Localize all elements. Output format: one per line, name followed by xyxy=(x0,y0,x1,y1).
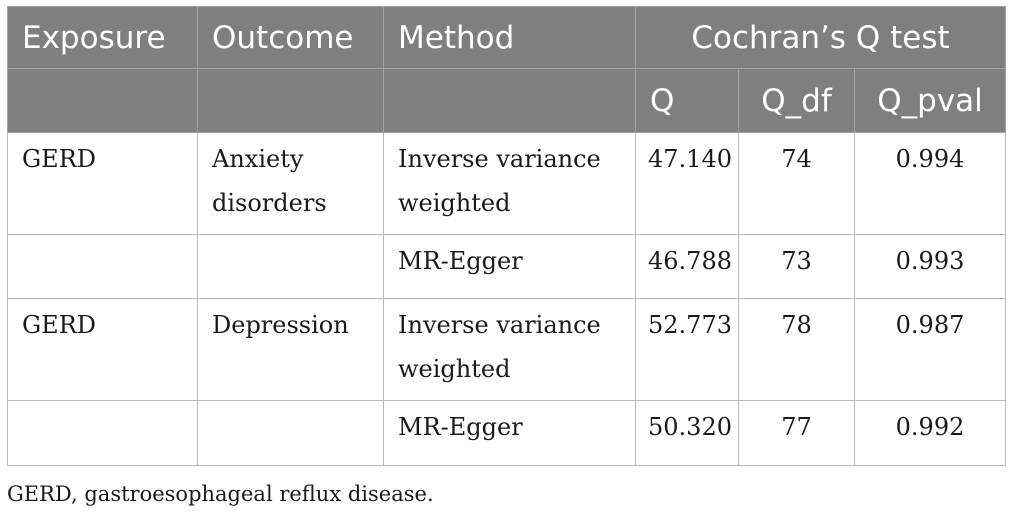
table-footnote: GERD, gastroesophageal reflux disease. xyxy=(7,482,434,506)
outcome-line-1: Anxiety xyxy=(212,145,304,173)
header-q-df: Q_df xyxy=(739,69,855,133)
cell-outcome xyxy=(198,133,384,235)
method-line-2: weighted xyxy=(398,355,511,383)
cell-q-pval: 0.993 xyxy=(855,235,1006,299)
table-header xyxy=(8,7,1006,133)
cell-q-pval: 0.987 xyxy=(855,299,1006,401)
cell-q: 47.140 xyxy=(636,133,739,235)
method-line-2: weighted xyxy=(398,189,511,217)
method-line-1: Inverse variance xyxy=(398,311,601,339)
cell-exposure: GERD xyxy=(8,133,198,235)
header-q-pval: Q_pval xyxy=(855,69,1006,133)
outcome-line-2: disorders xyxy=(212,189,327,217)
table-row xyxy=(8,401,1006,466)
cell-q: 50.320 xyxy=(636,401,739,466)
cell-method xyxy=(384,299,636,401)
cell-q-pval: 0.994 xyxy=(855,133,1006,235)
header-row-2 xyxy=(8,69,1006,133)
table-row xyxy=(8,299,1006,401)
cell-q-df: 78 xyxy=(739,299,855,401)
table-body xyxy=(8,133,1006,466)
cell-q-df: 73 xyxy=(739,235,855,299)
cell-q: 46.788 xyxy=(636,235,739,299)
header-blank-method xyxy=(384,69,636,133)
cell-outcome: Depression xyxy=(198,299,384,401)
header-row-1 xyxy=(8,7,1006,69)
table-row xyxy=(8,235,1006,299)
cell-outcome xyxy=(198,235,384,299)
cell-q-pval: 0.992 xyxy=(855,401,1006,466)
header-q: Q xyxy=(636,69,739,133)
cochran-q-table xyxy=(7,6,1006,466)
header-cochran-q-test: Cochran’s Q test xyxy=(636,7,1006,69)
cell-exposure: GERD xyxy=(8,299,198,401)
method-line-1: Inverse variance xyxy=(398,145,601,173)
header-blank-outcome xyxy=(198,69,384,133)
cell-exposure xyxy=(8,235,198,299)
cell-outcome xyxy=(198,401,384,466)
cell-method: MR-Egger xyxy=(384,401,636,466)
header-method: Method xyxy=(384,7,636,69)
cell-method xyxy=(384,133,636,235)
table-row xyxy=(8,133,1006,235)
cell-exposure xyxy=(8,401,198,466)
cell-q-df: 74 xyxy=(739,133,855,235)
header-blank-exposure xyxy=(8,69,198,133)
header-exposure: Exposure xyxy=(8,7,198,69)
header-outcome: Outcome xyxy=(198,7,384,69)
cell-method: MR-Egger xyxy=(384,235,636,299)
cell-q-df: 77 xyxy=(739,401,855,466)
cell-q: 52.773 xyxy=(636,299,739,401)
